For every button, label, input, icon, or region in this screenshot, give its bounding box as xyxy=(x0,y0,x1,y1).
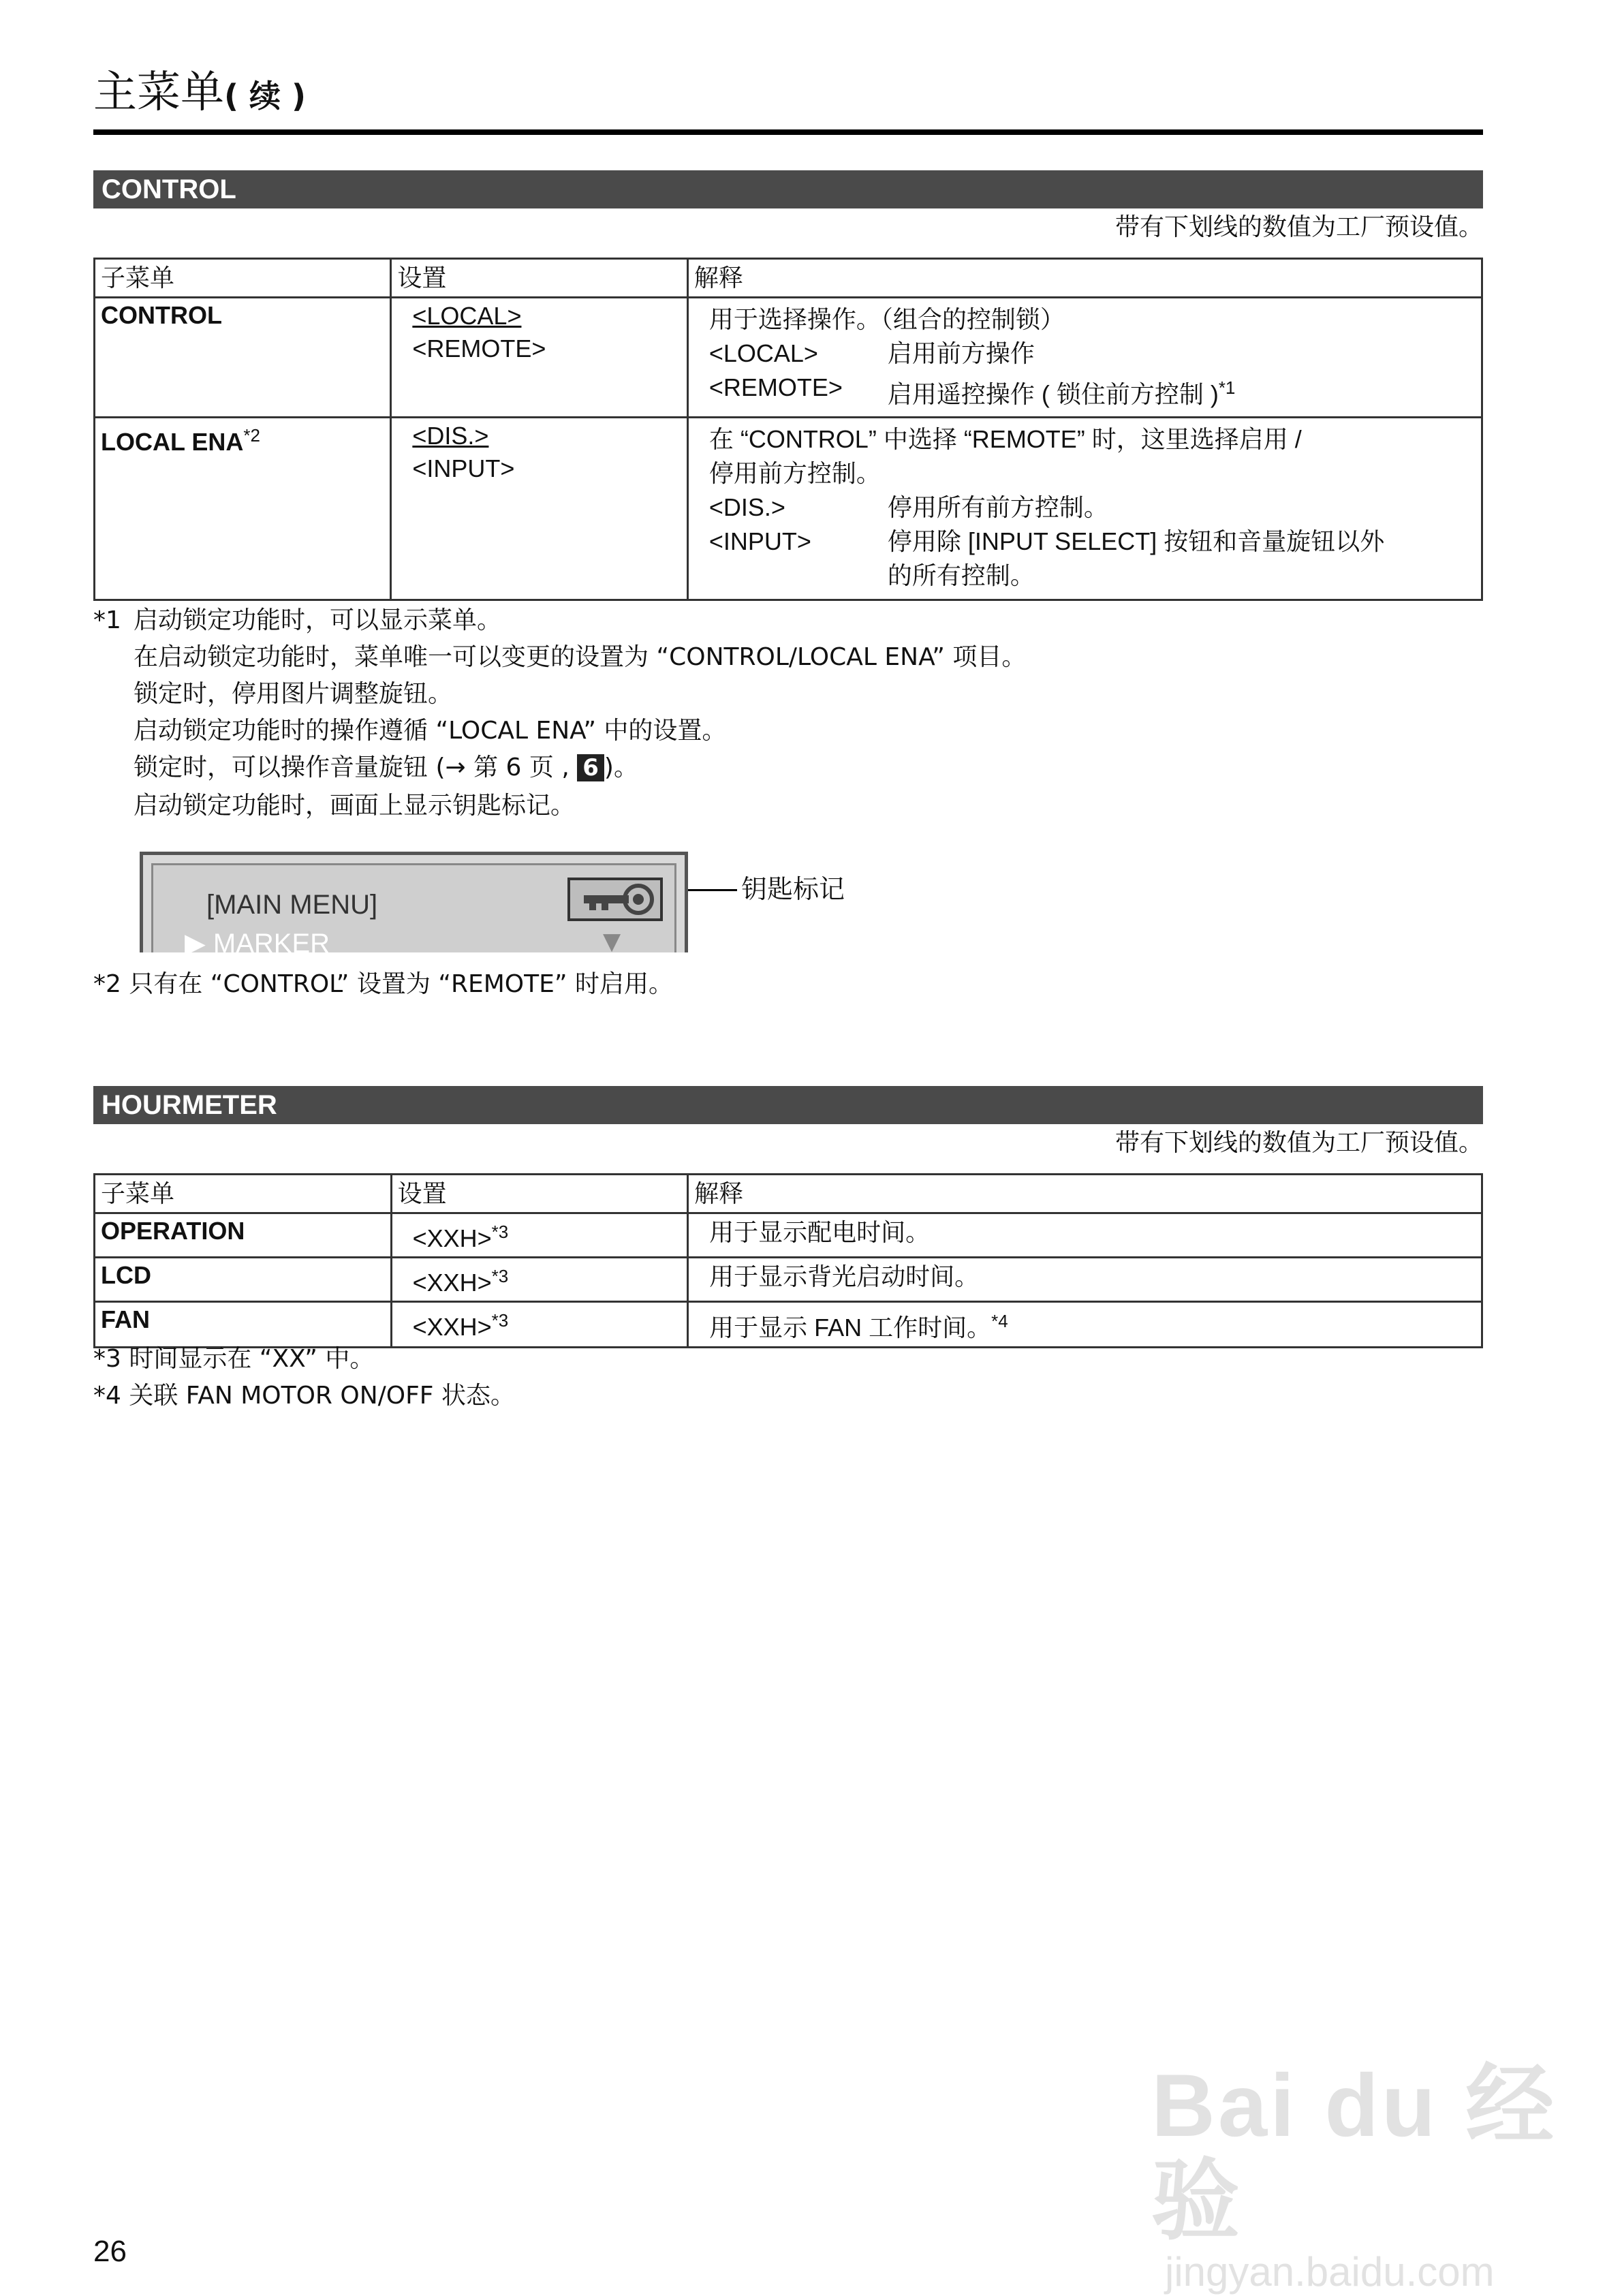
hourmeter-table xyxy=(93,1173,1483,1348)
table-header-row xyxy=(95,259,1482,298)
default-note-hourmeter: 带有下划线的数值为工厂预设值。 xyxy=(1114,1129,1483,1157)
table-row xyxy=(95,298,1482,418)
submenu-name-text: CONTROL xyxy=(101,301,222,329)
setting-cell xyxy=(391,1302,687,1348)
footnote-ref: *4 xyxy=(991,1311,1008,1331)
description-cell: 用于显示背光启动时间。 xyxy=(688,1258,1482,1302)
option-value-text: 启用遥控操作 ( 锁住前方控制 ) xyxy=(887,380,1219,408)
option-key: <LOCAL> xyxy=(708,339,818,367)
option-key: <REMOTE> xyxy=(708,373,843,401)
submenu-name xyxy=(95,298,391,418)
page-title xyxy=(93,65,306,123)
page-title-suffix: ( 续 ) xyxy=(224,78,307,114)
footnote-3: *3 时间显示在 “XX” 中。 xyxy=(93,1345,375,1373)
footnote-1-line xyxy=(134,749,638,786)
watermark-logo: Bai du 经验 xyxy=(1151,2055,1557,2250)
option-row xyxy=(709,525,1467,593)
submenu-name: LCD xyxy=(95,1258,392,1302)
watermark xyxy=(1151,2055,1622,2296)
option-value: 启用前方操作 xyxy=(887,339,1035,367)
footnote-1-mark: *1 xyxy=(93,606,121,634)
setting-value: <XXH> xyxy=(412,1224,492,1252)
footnote-1-line: 启动锁定功能时的操作遵循 “LOCAL ENA” 中的设置。 xyxy=(134,717,727,745)
page-ref-badge: 6 xyxy=(577,754,604,781)
submenu-name xyxy=(95,418,391,600)
footnote-ref: *3 xyxy=(491,1266,509,1286)
description-cell xyxy=(687,298,1482,418)
option-key: <DIS.> xyxy=(708,493,785,521)
submenu-name: OPERATION xyxy=(95,1213,392,1258)
setting-cell xyxy=(391,1213,687,1258)
callout-line xyxy=(688,889,737,891)
footnote-1-line: 启动锁定功能时，画面上显示钥匙标记。 xyxy=(134,792,576,820)
setting-cell xyxy=(391,418,687,600)
option-value: 停用所有前方控制。 xyxy=(887,493,1108,521)
setting-default: <DIS.> xyxy=(412,422,489,450)
submenu-name: FAN xyxy=(95,1302,392,1348)
footnote-1-line: 在启动锁定功能时，菜单唯一可以变更的设置为 “CONTROL/LOCAL ENA” 项目。 xyxy=(134,643,1027,671)
col-header-desc: 解释 xyxy=(688,1175,1482,1213)
option-value-line: 停用除 [INPUT SELECT] 按钮和音量旋钮以外 xyxy=(887,527,1385,555)
table-row xyxy=(95,418,1482,600)
footnote-ref: *1 xyxy=(1218,377,1236,398)
option-key: <INPUT> xyxy=(708,527,811,555)
setting-value: <XXH> xyxy=(412,1313,492,1341)
col-header-setting: 设置 xyxy=(391,259,687,298)
table-row xyxy=(95,1213,1482,1258)
default-note-control: 带有下划线的数值为工厂预设值。 xyxy=(1114,213,1483,241)
setting-option: <INPUT> xyxy=(412,454,515,482)
footnote-ref: *3 xyxy=(491,1310,509,1331)
table-row xyxy=(95,1258,1482,1302)
option-row xyxy=(709,337,1467,371)
menu-screen-illustration xyxy=(140,852,688,959)
key-icon-box xyxy=(567,878,663,921)
option-value xyxy=(888,371,1467,412)
scroll-down-icon: ▼ xyxy=(603,928,621,955)
page-title-text: 主菜单 xyxy=(93,67,224,118)
watermark-url: jingyan.baidu.com xyxy=(1165,2249,1495,2295)
option-row xyxy=(709,491,1467,525)
section-heading-hourmeter: HOURMETER xyxy=(93,1086,1483,1124)
footnote-4: *4 关联 FAN MOTOR ON/OFF 状态。 xyxy=(93,1382,515,1410)
col-header-desc: 解释 xyxy=(687,259,1482,298)
setting-default: <LOCAL> xyxy=(412,302,522,330)
description-cell: 用于显示配电时间。 xyxy=(688,1213,1482,1258)
key-icon xyxy=(570,880,660,918)
description-text: 用于显示 FAN 工作时间。 xyxy=(709,1314,992,1341)
description-line: 用于选择操作。（组合的控制锁） xyxy=(708,305,1065,333)
submenu-name-text: LOCAL ENA xyxy=(101,428,244,456)
table-header-row xyxy=(95,1175,1482,1213)
description-line: 在 “CONTROL” 中选择 “REMOTE” 时，这里选择启用 / xyxy=(708,425,1302,453)
page-number: 26 xyxy=(93,2235,127,2268)
control-table xyxy=(93,258,1483,601)
menu-screen-inner xyxy=(151,863,676,959)
key-mark-label: 钥匙标记 xyxy=(741,874,845,904)
footnote-1-line: 启动锁定功能时，可以显示菜单。 xyxy=(134,606,502,634)
description-cell xyxy=(687,418,1482,600)
col-header-sub: 子菜单 xyxy=(95,1175,392,1213)
footnote-ref: *2 xyxy=(243,425,260,446)
section-heading-control: CONTROL xyxy=(93,170,1483,208)
option-value-line: 的所有控制。 xyxy=(887,561,1035,589)
setting-value: <XXH> xyxy=(412,1269,492,1297)
col-header-setting: 设置 xyxy=(391,1175,687,1213)
description-cell xyxy=(688,1302,1482,1348)
option-value xyxy=(888,525,1467,593)
menu-screen-title: [MAIN MENU] xyxy=(206,890,378,920)
option-row xyxy=(709,371,1467,412)
footnote-1-text: 锁定时，可以操作音量旋钮 (→ 第 6 页 , xyxy=(134,754,570,781)
footnote-1-line: 锁定时，停用图片调整旋钮。 xyxy=(134,680,453,708)
setting-cell xyxy=(391,1258,687,1302)
footnote-ref: *3 xyxy=(491,1222,509,1242)
description-line: 停用前方控制。 xyxy=(708,459,881,487)
col-header-sub: 子菜单 xyxy=(95,259,391,298)
footnote-2: *2 只有在 “CONTROL” 设置为 “REMOTE” 时启用。 xyxy=(93,970,673,998)
title-rule xyxy=(93,129,1483,135)
menu-screen-item: ▶ MARKER xyxy=(185,929,330,959)
footnote-1-text-end: )。 xyxy=(604,754,638,781)
setting-cell xyxy=(391,298,687,418)
setting-option: <REMOTE> xyxy=(412,335,546,362)
